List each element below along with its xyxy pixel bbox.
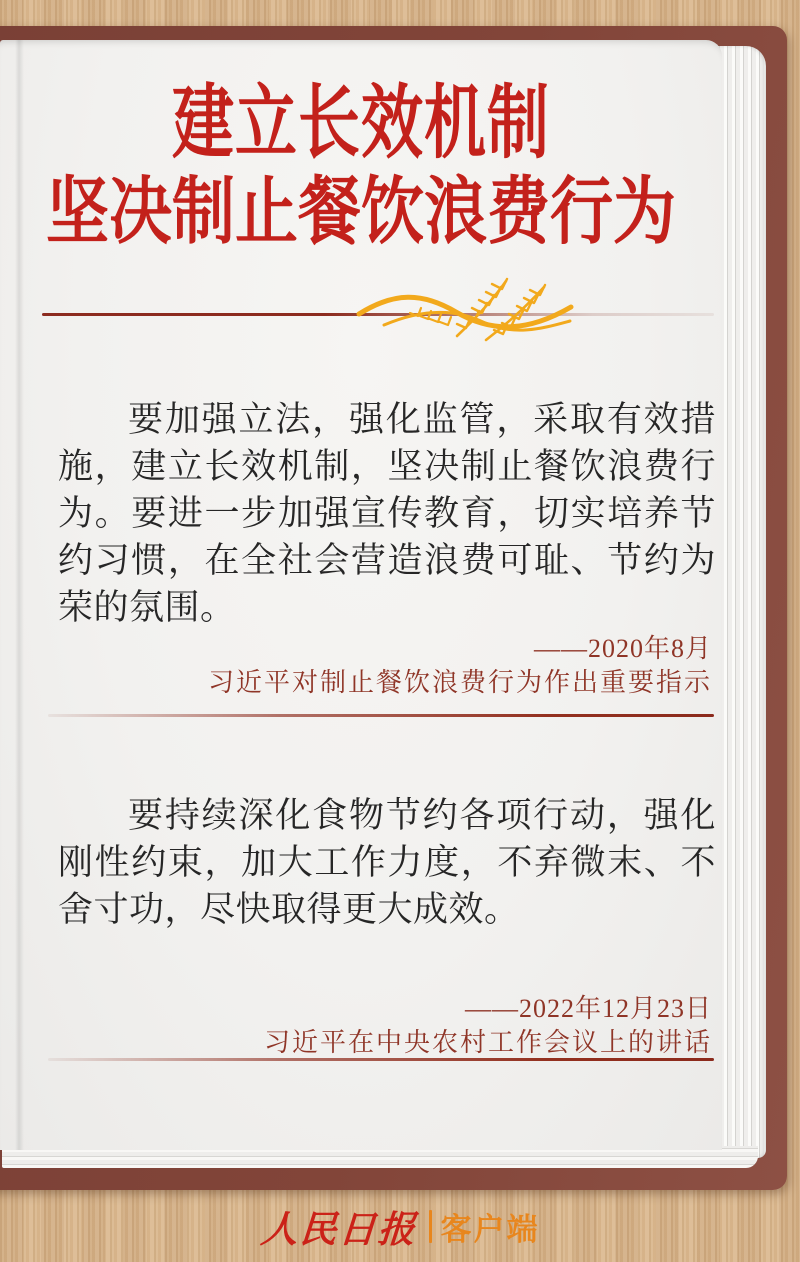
- quote-source-1: 习近平对制止餐饮浪费行为作出重要指示: [207, 668, 712, 697]
- book-page: [0, 40, 722, 1150]
- quote-date-2: ——2022年12月23日: [464, 994, 712, 1023]
- quote-date-1: ——2020年8月: [533, 634, 712, 663]
- page-title-line-1: 建立长效机制: [171, 80, 550, 169]
- quote-source-2: 习近平在中央农村工作会议上的讲话: [263, 1028, 712, 1057]
- quote-divider-rule-1: [48, 714, 714, 717]
- footer-brand: [0, 1202, 800, 1250]
- brand-client-label: 客户端: [440, 1211, 540, 1247]
- quote-divider-rule-2: [48, 1058, 714, 1061]
- quote-text-1: 要加强立法，强化监管，采取有效措施，建立长效机制，坚决制止餐饮浪费行为。要进一步加强宣传教育，切实培养节约习惯，在全社会营造浪费可耻、节约为荣的氛围。: [58, 400, 716, 627]
- wheat-ears-icon: [356, 276, 574, 352]
- brand-separator-bar: [429, 1210, 432, 1243]
- quote-text-2: 要持续深化食物节约各项行动，强化刚性约束，加大工作力度，不弃微末、不舍寸功，尽快取得更大成效。: [58, 796, 716, 929]
- quote-attribution-1: [208, 632, 712, 700]
- page-edge-stack-right: [716, 46, 766, 1158]
- page-title-line-2: 坚决制止餐饮浪费行为: [46, 171, 676, 253]
- peoples-daily-logo: 人民日报: [258, 1210, 418, 1251]
- quote-attribution-2: [264, 992, 712, 1060]
